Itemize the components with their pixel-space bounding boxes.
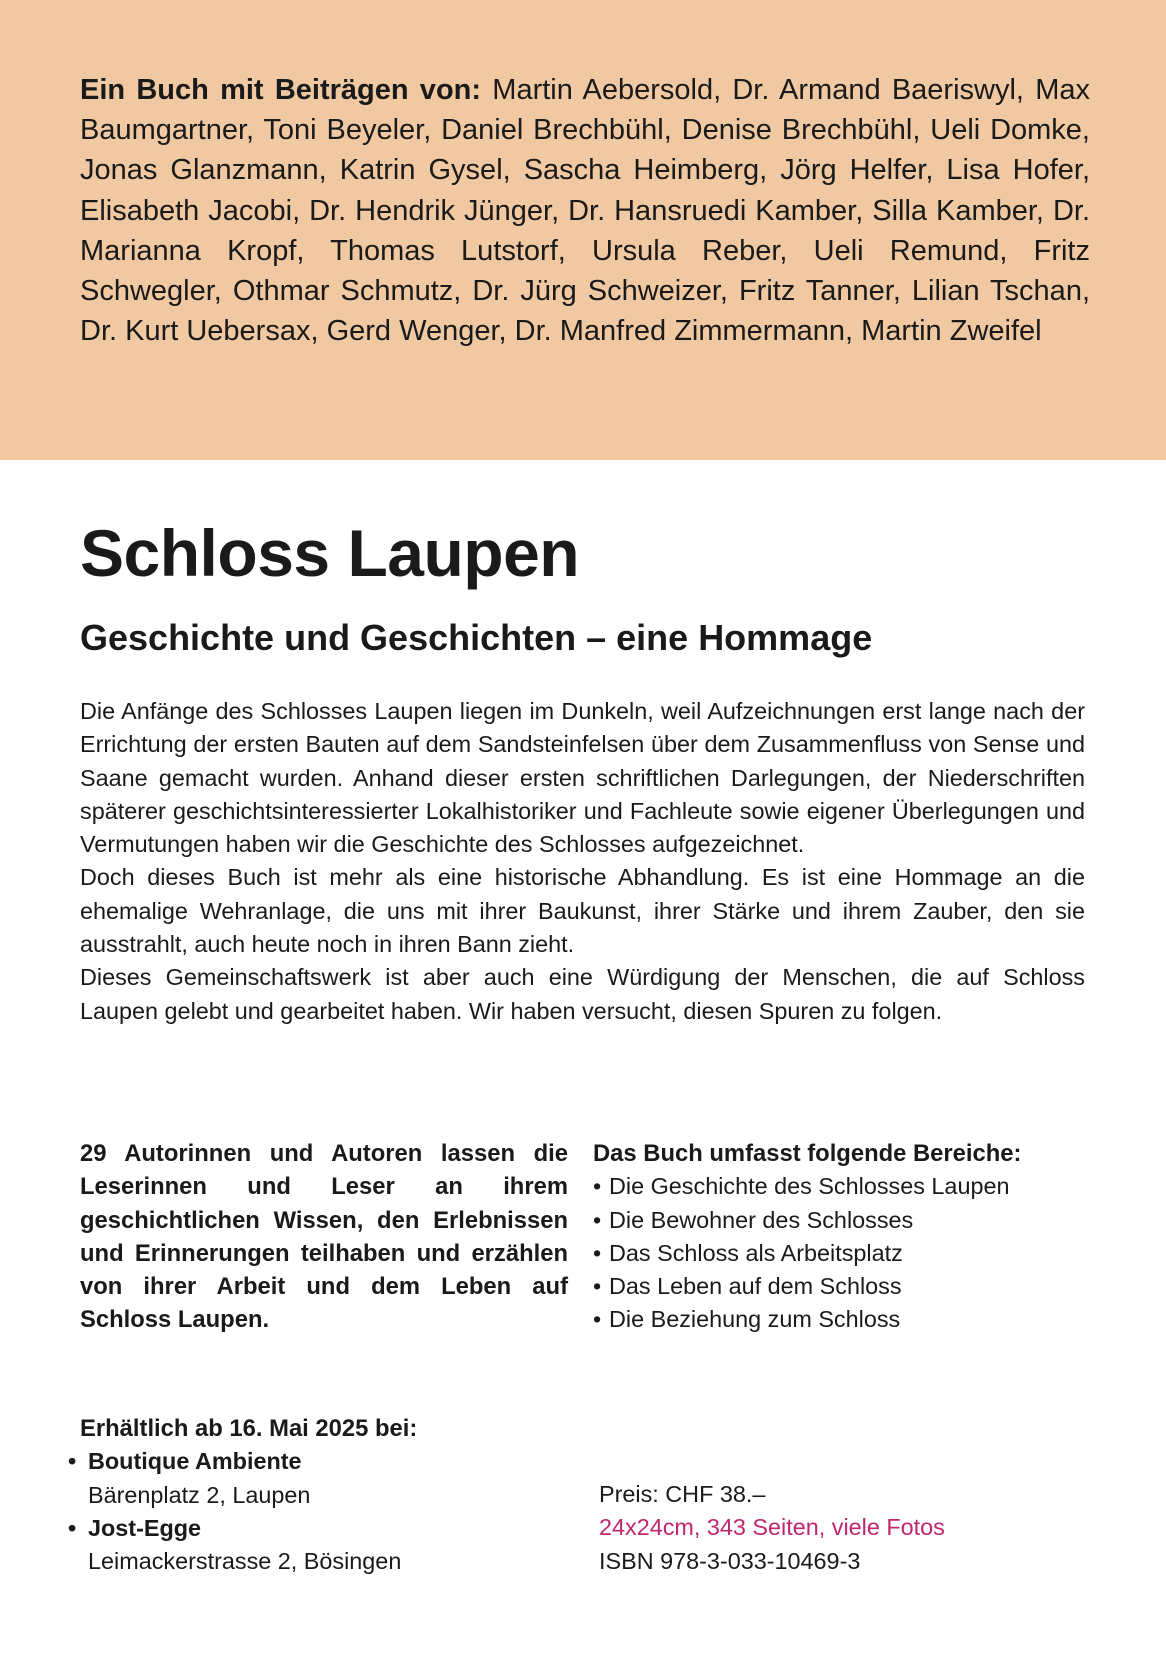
list-item [593, 1170, 1113, 1203]
shop-address: Bärenplatz 2, Laupen [88, 1481, 311, 1508]
bullet-icon: • [68, 1514, 77, 1541]
shop-address: Leimackerstrasse 2, Bösingen [88, 1548, 402, 1575]
availability-heading: Erhältlich ab 16. Mai 2025 bei: [80, 1415, 418, 1442]
contributors-names: Martin Aebersold, Dr. Armand Baeriswyl, Max Baumgartner, Toni Beyeler, Daniel Brechbühl, Denise Brechbühl, Ueli Domke, Jonas Glanzmann, Katrin Gysel, Sascha Heimberg, Jörg Helfer, Lisa Hofer, Elisabeth Jacobi, Dr. Hendrik Jünger, Dr. Hansruedi Kamber, Silla Kamber, Dr. Marianna Kropf, Thomas Lutstorf, Ursula Reber, Ueli Remund, Fritz Schwegler, Othmar Schmutz, Dr. Jürg Schweizer, Fritz Tanner, Lilian Tschan, Dr. Kurt Uebersax, Gerd Wenger, Dr. Manfred Zimmermann, Martin Zweifel [80, 74, 1090, 348]
bullet-icon: • [593, 1239, 602, 1266]
list-item [593, 1237, 1113, 1270]
bullet-icon: • [593, 1306, 602, 1333]
list-item [593, 1204, 1113, 1237]
shop-name: Boutique Ambiente [88, 1448, 302, 1475]
list-item [593, 1303, 1113, 1336]
sections-list [593, 1170, 1113, 1336]
description-paragraph: Doch dieses Buch ist mehr als eine historische Abhandlung. Es ist eine Hommage an die ehemalige Wehranlage, die uns mit ihrer Baukunst, ihrer Stärke und ihrem Zauber, den sie ausstrahlt, auch heute noch in ihren Bann zieht. [80, 864, 1085, 958]
shop-entry [68, 1445, 548, 1512]
shop-name: Jost-Egge [88, 1514, 202, 1541]
availability-info [68, 1412, 548, 1578]
contributors-panel [0, 0, 1166, 460]
contributors-label: Ein Buch mit Beiträgen von: [80, 74, 482, 106]
bullet-icon: • [593, 1173, 602, 1200]
book-title: Schloss Laupen [80, 516, 580, 590]
bullet-icon: • [68, 1448, 77, 1475]
contributors-text [80, 70, 1090, 351]
list-item-label: Das Leben auf dem Schloss [609, 1273, 902, 1300]
price-text: Preis: CHF 38.– [599, 1481, 766, 1507]
bullet-icon: • [593, 1273, 602, 1300]
authors-intro: 29 Autorinnen und Autoren lassen die Leserinnen und Leser an ihrem geschichtlichen Wissen, den Erlebnissen und Erinnerungen teilhaben und erzählen von ihrer Arbeit und dem Leben auf Schloss Laupen. [80, 1140, 568, 1334]
list-item [593, 1270, 1113, 1303]
list-item-label: Die Beziehung zum Schloss [609, 1306, 901, 1333]
book-subtitle: Geschichte und Geschichten – eine Hommage [80, 617, 873, 658]
format-text: 24x24cm, 343 Seiten, viele Fotos [599, 1514, 945, 1541]
shop-entry [68, 1512, 548, 1579]
description-paragraph: Die Anfänge des Schlosses Laupen liegen im Dunkeln, weil Aufzeichnungen erst lange nach der Errichtung der ersten Bauten auf dem Sandsteinfelsen über dem Zusammenfluss von Sense und Saane gemacht wurden. Anhand dieser ersten schriftlichen Darlegungen, der Niederschriften späterer geschichtsinteressierter Lokalhistoriker und Fachleute sowie eigener Überlegungen und Vermutungen haben wir die Geschichte des Schlosses aufgezeichnet. [80, 698, 1085, 858]
book-sections [593, 1137, 1113, 1337]
isbn-text: ISBN 978-3-033-10469-3 [599, 1547, 861, 1574]
description-paragraph: Dieses Gemeinschaftswerk ist aber auch eine Würdigung der Menschen, die auf Schloss Laupen gelebt und gearbeitet haben. Wir haben versucht, diesen Spuren zu folgen. [80, 964, 1085, 1024]
book-description [80, 695, 1085, 1028]
list-item-label: Die Bewohner des Schlosses [609, 1206, 914, 1233]
book-details [599, 1478, 1079, 1578]
sections-heading: Das Buch umfasst folgende Bereiche: [593, 1140, 1022, 1167]
list-item-label: Die Geschichte des Schlosses Laupen [609, 1173, 1010, 1200]
list-item-label: Das Schloss als Arbeitsplatz [609, 1239, 903, 1266]
bullet-icon: • [593, 1206, 602, 1233]
